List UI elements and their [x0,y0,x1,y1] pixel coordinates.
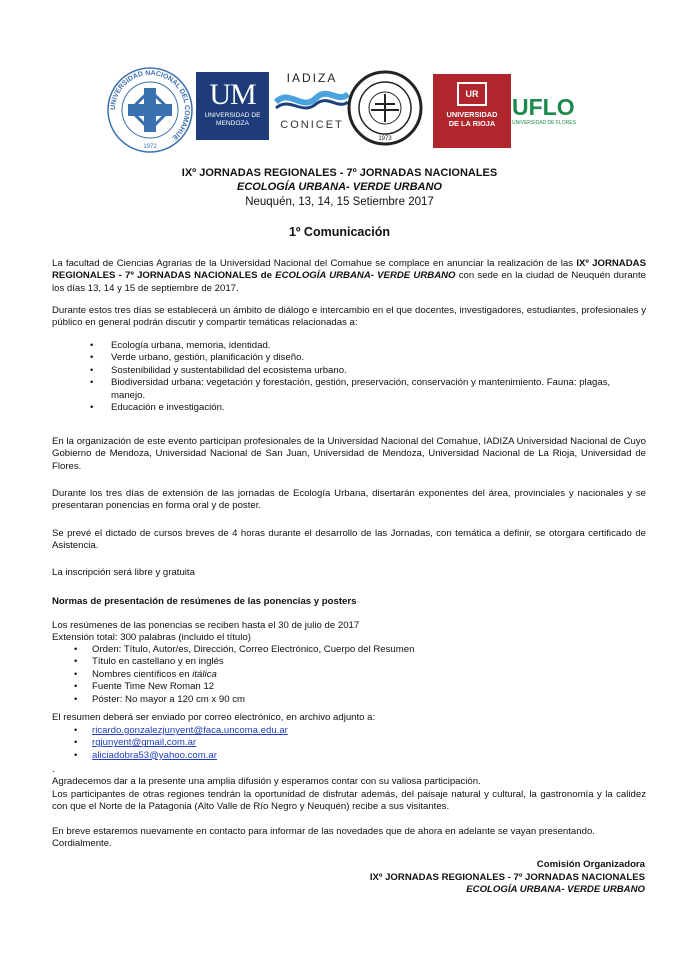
iadiza-text: IADIZA [286,71,338,85]
norms-deadline: Los resúmenes de las ponencias se reciben hasta el 30 de julio de 2017 [52,620,360,631]
intro-text-a: La facultad de Ciencias Agrarias de la Universidad Nacional del Comahue se complace en anunciar la realización de las [52,258,574,269]
email-list [52,725,646,762]
list-item: • Sostenibilidad y sustentabilidad del ecosistema urbano. [52,365,646,377]
uncoma-seal-logo [106,66,194,154]
norms-send-instructions: El resumen deberá ser enviado por correo electrónico, en archivo adjunto a: [52,712,376,723]
uflo-mark: UFLO [512,94,575,120]
unsj-year: 1973 [378,136,392,142]
signature-line1: Comisión Organizadora [536,859,645,870]
norms-length: Extensión total: 300 palabras (incluido el título) [52,632,251,643]
sci-names-text: Nombres científicos en [92,668,190,680]
list-item: • Ecología urbana, memoria, identidad. [52,340,646,352]
intro-event-name: IXº JORNADAS REGIONALES - 7º JORNADAS NACIONALES de [52,258,646,282]
wave-icon [272,84,352,114]
list-item: • Título en castellano y en inglés [52,656,646,668]
paragraph-contact: En breve estaremos nuevamente en contacto para informar de las novedades que de ahora en adelante se vayan presentando. [52,826,595,837]
list-item [52,737,646,749]
logo-strip [0,58,679,158]
list-item: • Póster: No mayor a 120 cm x 90 cm [52,694,646,706]
list-item: • Orden: Título, Autor/es, Dirección, Correo Electrónico, Cuerpo del Resumen [52,644,646,656]
paragraph-registration: La inscripción será libre y gratuita [52,567,195,578]
stray-dot: . [52,764,55,775]
uflo-text: UNIVERSIDAD DE FLORES [512,120,576,126]
list-item: • Fuente Time New Roman 12 [52,681,646,693]
list-item: • Biodiversidad urbana: vegetación y forestación, gestión, preservación, conservación y mantenimiento. Fauna: plagas, manejo. [52,377,646,402]
signature-line3: ECOLOGÍA URBANA- VERDE URBANO [466,884,645,895]
unsj-seal-logo [347,70,423,146]
norms-heading: Normas de presentación de resúmenes de las ponencias y posters [52,596,357,607]
um-logo-mark: UM [209,78,256,111]
uncoma-ring-text: UNIVERSIDAD NACIONAL DEL COMAHUE [109,69,191,142]
paragraph-speakers: Durante los tres días de extensión de las jornadas de Ecología Urbana, disertarán exponentes del área, provinciales y nacionales y se presentaran ponencias en forma oral y de poster. [52,488,646,512]
uncoma-year: 1972 [143,144,157,150]
unlar-text-line1: UNIVERSIDAD [446,110,498,119]
unlar-emblem-icon: UR [457,82,487,106]
intro-text-c: con sede en la ciudad de Neuquén durante los días 13, 14 y 15 de septiembre de 2017. [52,270,647,294]
email-link[interactable]: rgjunyent@gmail.com.ar [92,737,197,749]
event-place-date: Neuquén, 13, 14, 15 Setiembre 2017 [245,196,434,208]
email-link[interactable]: ricardo.gonzalezjunyent@faca.uncoma.edu.ar [92,725,288,736]
topics-list [52,340,646,414]
uflo-logo [512,94,592,134]
signature-line2: IXº JORNADAS REGIONALES - 7º JORNADAS NACIONALES [369,872,645,883]
paragraph-thanks: Agradecemos dar a la presente una amplia difusión y esperamos contar con su valiosa participación. [52,776,481,787]
paragraph-courses: Se prevé el dictado de cursos breves de 4 horas durante el desarrollo de las Jornadas, con temática a definir, se otorgara certificado de Asistencia. [52,528,646,552]
sci-names-italic: itálica [192,668,217,680]
list-item: • Educación e investigación. [52,402,646,414]
iadiza-conicet-logo [272,72,352,142]
unlar-logo [433,74,511,148]
paragraph-visitors: Los participantes de otras regiones tendrán la oportunidad de disfrutar además, del paisaje natural y cultural, la gastronomía y la calidez con que el Norte de la Patagonia (Alto Valle de Río Negro y Neuquén) recibe a sus visitantes. [52,789,646,813]
event-title-line1: IXº JORNADAS REGIONALES - 7º JORNADAS NACIONALES [181,167,498,179]
norms-list [52,644,646,706]
um-logo-text: UNIVERSIDAD DE MENDOZA [204,112,261,127]
conicet-text: CONICET [280,118,344,131]
document-title: 1º Comunicación [288,225,391,239]
list-item: • Verde urbano, gestión, planificación y diseño. [52,352,646,364]
paragraph-scope: Durante estos tres días se establecerá un ámbito de diálogo e intercambio en el que docentes, investigadores, estudiantes, profesionales y público en general podrán discutir y compartir temáticas relacionadas a: [52,305,646,329]
list-item [52,725,646,737]
list-item [52,750,646,762]
um-logo [196,72,269,140]
closing-text: Cordialmente. [52,838,112,849]
email-link[interactable]: aliciadobra53@yahoo.com.ar [92,749,217,761]
unlar-text-line2: DE LA RIOJA [448,119,496,128]
intro-paragraph [52,258,646,295]
paragraph-organizers: En la organización de este evento participan profesionales de la Universidad Nacional del Comahue, IADIZA Universidad Nacional de Cuyo Gobierno de Mendoza, Universidad Nacional de San Juan, Universidad de Mendoza, Universidad Nacional de La Rioja, Universidad de Flores. [52,436,646,472]
event-title-line2: ECOLOGÍA URBANA- VERDE URBANO [237,181,442,193]
list-item [52,669,646,681]
intro-event-theme: ECOLOGÍA URBANA- VERDE URBANO [275,270,456,282]
